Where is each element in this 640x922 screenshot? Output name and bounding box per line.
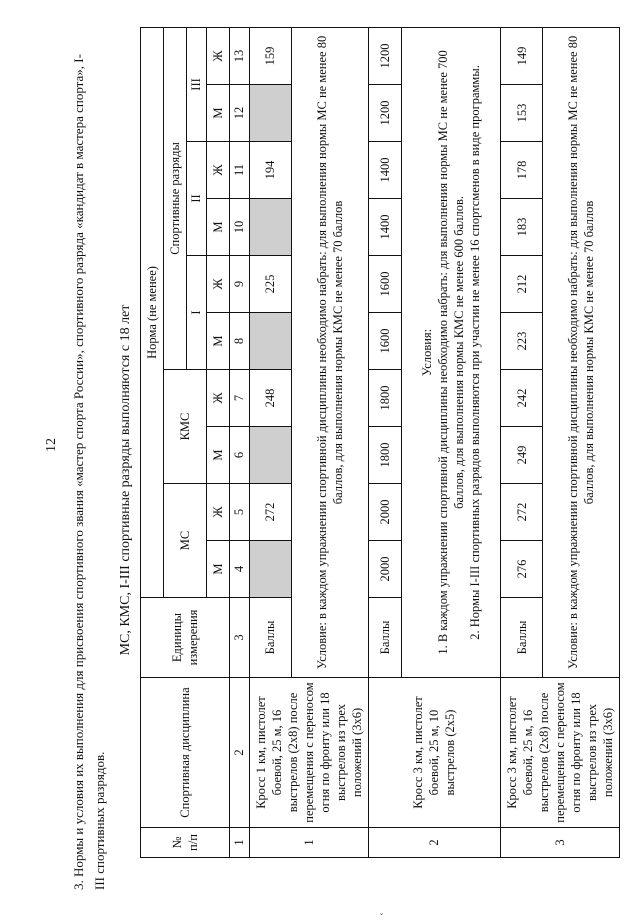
header-ms: МС [163, 484, 206, 598]
header-discipline: Спортивная дисциплина [141, 678, 230, 828]
value-cell: 149 [500, 27, 542, 84]
page-number: 12 [44, 438, 59, 452]
value-cell: 183 [500, 199, 542, 256]
column-number: 2 [229, 678, 249, 828]
header-gender-f: Ж [207, 370, 230, 427]
table-row [500, 27, 542, 857]
column-number: 8 [229, 313, 249, 370]
header-gender-m: М [207, 199, 230, 256]
value-cell [249, 85, 291, 142]
value-cell [249, 427, 291, 484]
header-sport-ranks: Спортивные разряды [163, 27, 186, 369]
unit-cell: Баллы [368, 598, 401, 678]
table-row [249, 27, 291, 857]
unit-cell: Баллы [249, 598, 291, 678]
column-number: 13 [229, 27, 249, 84]
column-numbers-row [229, 27, 249, 857]
discipline-cell: Кросс 3 км, пистолет боевой, 25 м, 10 выстрелов (2х5) [368, 678, 500, 828]
value-cell: 194 [249, 142, 291, 199]
column-number: 5 [229, 484, 249, 541]
value-cell: 2000 [368, 484, 401, 541]
header-norm: Норма (не менее) [141, 27, 164, 597]
norms-table-container [140, 28, 620, 858]
column-number: 11 [229, 142, 249, 199]
unit-cell: Баллы [500, 598, 542, 678]
header-rank-1: I [186, 256, 207, 370]
header-num: № п/п [141, 828, 230, 858]
value-cell: 242 [500, 370, 542, 427]
condition-cell: Условие: в каждом упражнении спортивной дисциплины необходимо набрать: для выполнения нормы МС не менее 80 баллов, для выполнения нормы КМС не менее 70 баллов [291, 27, 368, 677]
header-gender-f: Ж [207, 27, 230, 84]
header-gender-m: М [207, 427, 230, 484]
header-rank-2: II [186, 142, 207, 256]
header-gender-f: Ж [207, 142, 230, 199]
value-cell: 153 [500, 85, 542, 142]
value-cell: 249 [500, 427, 542, 484]
discipline-cell: Кросс 3 км, пистолет боевой, 25 м, 16 выстрелов (2х8) после перемещения с переносом огня по фронту или 18 выстрелов из трех положений (3х6) [500, 678, 619, 828]
value-cell: 1600 [368, 313, 401, 370]
column-number: 12 [229, 85, 249, 142]
value-cell: 2000 [368, 541, 401, 598]
column-number: 4 [229, 541, 249, 598]
value-cell [249, 199, 291, 256]
value-cell: 1400 [368, 142, 401, 199]
section-heading: 3. Нормы и условия их выполнения для присвоения спортивного звания «мастер спорта России», спортивного разряда «кандидат в мастера спорта», I-III спортивных разрядов. [71, 54, 107, 890]
column-number: 7 [229, 370, 249, 427]
value-cell: 1800 [368, 370, 401, 427]
value-cell: 223 [500, 313, 542, 370]
table-caption: МС, КМС, I-III спортивные разряды выполняются с 18 лет [118, 304, 133, 656]
value-cell: 1400 [368, 199, 401, 256]
value-cell: 272 [249, 484, 291, 541]
row-number: 1 [249, 828, 368, 858]
value-cell [249, 313, 291, 370]
header-gender-f: Ж [207, 484, 230, 541]
header-gender-m: М [207, 541, 230, 598]
value-cell: 178 [500, 142, 542, 199]
value-cell: 272 [500, 484, 542, 541]
header-units: Единицы измерения [141, 598, 230, 678]
column-number: 3 [229, 598, 249, 678]
value-cell [249, 541, 291, 598]
value-cell: 1600 [368, 256, 401, 313]
column-number: 6 [229, 427, 249, 484]
value-cell: 1200 [368, 27, 401, 84]
header-gender-m: М [207, 313, 230, 370]
value-cell: 159 [249, 27, 291, 84]
row-number: 3 [500, 828, 619, 858]
column-number: 10 [229, 199, 249, 256]
scan-mark: ˘ [380, 912, 383, 922]
value-cell: 1800 [368, 427, 401, 484]
table-row [368, 27, 401, 857]
column-number: 9 [229, 256, 249, 313]
header-kms: КМС [163, 370, 206, 484]
row-number: 2 [368, 828, 500, 858]
header-gender-m: М [207, 85, 230, 142]
norms-table [140, 27, 620, 858]
value-cell: 248 [249, 370, 291, 427]
header-rank-3: III [186, 27, 207, 141]
condition-cell: Условие: в каждом упражнении спортивной дисциплины необходимо набрать: для выполнения нормы МС не менее 80 баллов, для выполнения нормы КМС не менее 70 баллов [543, 27, 620, 677]
discipline-cell: Кросс 1 км, пистолет боевой, 25 м, 16 выстрелов (2х8) после перемещения с переносом огня по фронту или 18 выстрелов из трех положений (3х6) [249, 678, 368, 828]
value-cell: 212 [500, 256, 542, 313]
value-cell: 276 [500, 541, 542, 598]
value-cell: 1200 [368, 85, 401, 142]
header-gender-f: Ж [207, 256, 230, 313]
condition-cell: Условия: 1. В каждом упражнении спортивной дисциплины необходимо набрать: для выполнения нормы МС не менее 700 баллов, для выполнения нормы КМС не менее 600 баллов. 2. Нормы I-III спортивных разрядов выполняются при участии не менее 16 спортсменов в виде программы. [401, 27, 500, 677]
column-number: 1 [229, 828, 249, 858]
value-cell: 225 [249, 256, 291, 313]
